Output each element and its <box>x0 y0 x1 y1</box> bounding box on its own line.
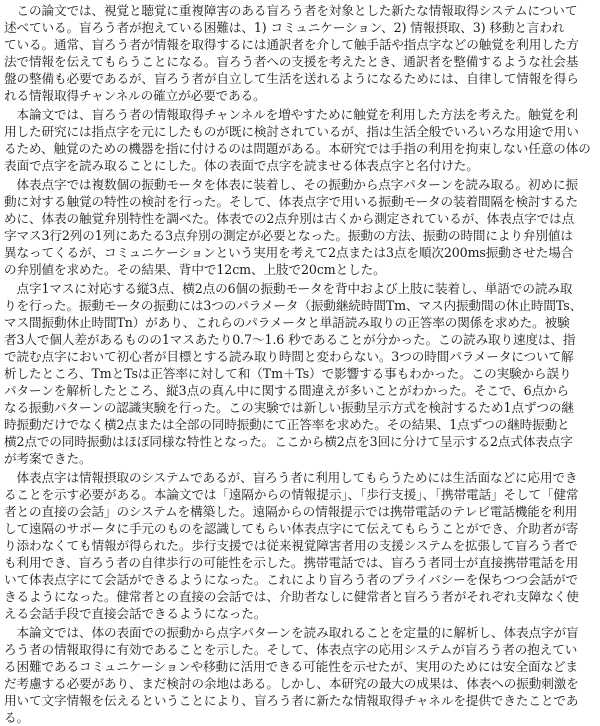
text-line: いて体表点字にて会話ができるようになった。これにより盲ろう者のプライバシーを保ちつつ会話がで <box>4 572 578 587</box>
text-line: 法で情報を伝えてもらうことになる。盲ろう者への支援を考えたとき、通訳者を整備するような社会基 <box>4 54 579 69</box>
paragraph-intro <box>4 2 598 104</box>
text-line: が考案できた。 <box>4 451 92 466</box>
text-line: 盤の整備も必要であるが、盲ろう者が自立して生活を送れるようになるためには、自律して情報を得ら <box>4 71 579 86</box>
text-line: れる情報取得チャンネルの確立が必要である。 <box>4 88 266 103</box>
text-line: パターンを解析したところ、縦3点の真ん中に関する間違えが多いことがわかった。そこで、6点から <box>4 383 570 398</box>
text-line: 異なってくるが、コミュニケーションという実用を考えて2点または3点を順次200ms振動させた場合 <box>4 245 574 260</box>
text-line: 本論文では、体の表面での振動から点字パターンを読み取れることを定量的に解析し、体表点字が盲 <box>4 625 579 640</box>
text-line: りを行った。振動モータの振動には3つのパラメータ（振動継続時間Tm、マス内振動間の休止時間Ts、 <box>4 298 583 313</box>
text-line: なる振動パターンの認識実験を行った。この実験では新しい振動呈示方式を検討するため1点ずつの継 <box>4 400 574 415</box>
text-line: るため、触覚のための機器を指に付けるのは問題がある。本研究では手指の利用を拘束しない任意の体の <box>4 141 591 156</box>
text-line: で読む点字において初心者が目標とする読み取り時間と変わらない。3つの時間パラメータについて解 <box>4 349 574 364</box>
text-line: 動に対する触覚の特性の検討を行った。そして、体表点字で用いる振動モータの装着間隔を検討するた <box>4 194 578 209</box>
text-line: 述べている。盲ろう者が抱えている困難は、1) コミュニケーション、2) 情報摂取、3) 移動と言われ <box>4 20 565 35</box>
paragraph-tactile-approach <box>4 106 598 174</box>
text-line: この論文では、視覚と聴覚に重複障害のある盲ろう者を対象とした新たな情報取得システムについて <box>4 3 578 18</box>
text-line: 時振動だけでなく横2点または全部の同時振動にて正答率を求めた。その結果、1点ずつの継時振動と <box>4 417 570 432</box>
text-line: ろう者の情報取得に有効であることを示した。そして、体表点字の応用システムが盲ろう者の抱えてい <box>4 642 578 657</box>
paragraph-reading-experiment <box>4 280 598 467</box>
text-line: る。 <box>4 710 29 725</box>
text-line: 字マス3行2列の1列にあたる3点弁別の測定が必要となった。振動の方法、振動の時間により弁別値は <box>4 228 573 243</box>
text-line: 本論文では、盲ろう者の情報取得チャンネルを増やすために触覚を利用した方法を考えた。触覚を利 <box>4 107 578 122</box>
text-line: きるようになった。健常者との直接の会話では、介助者なしに健常者と盲ろう者がそれぞれ支障なく使 <box>4 589 579 604</box>
text-line: の弁別値を求めた。その結果、背中で12cm、上肢で20cmとした。 <box>4 262 386 277</box>
text-line: り添わなくても情報が得られた。歩行支援では従来視覚障害者用の支援システムを拡張して盲ろう者で <box>4 538 578 553</box>
text-line: 体表点字は情報摂取のシステムであるが、盲ろう者に利用してもらうためには生活面などに応用でき <box>4 470 578 485</box>
text-line: 析したところ、TmとTsは正答率に対して和（Tm＋Ts）で影響する事もわかった。この実験から誤り <box>4 366 572 381</box>
text-line: だ考慮する必要があり、まだ検討の余地はある。しかし、本研究の最大の成果は、体表への振動刺激を <box>4 676 579 691</box>
document-page <box>4 2 598 725</box>
text-line: 者との直接の会話」のシステムを構築した。遠隔からの情報提示では携帯電話のテレビ電話機能を利用 <box>4 504 578 519</box>
text-line: マス間振動休止時間Tn）があり、これらのパラメータと単語読み取りの正答率の関係を求めた。被験 <box>4 315 570 330</box>
text-line: めに、体表の触覚弁別特性を調べた。体表での2点弁別は古くから測定されているが、体表点字では点 <box>4 211 575 226</box>
text-line: 者3人で個人差があるものの1マスあたり0.7〜1.6 秒であることが分かった。この読み取り速度は、指 <box>4 332 576 347</box>
paragraph-discrimination <box>4 176 598 278</box>
text-line: も利用でき、盲ろう者の自律歩行の可能性を示した。携帯電話では、盲ろう者同士が直接携帯電話を用 <box>4 555 579 570</box>
paragraph-applications <box>4 469 598 622</box>
text-line: 点字1マスに対応する縦3点、横2点の6個の振動モータを背中および上肢に装着し、単語での読み取 <box>4 281 573 296</box>
text-line: 体表点字では複数個の振動モータを体表に装着し、その振動から点字パターンを読み取る。初めに振 <box>4 177 578 192</box>
paragraph-conclusion <box>4 624 598 726</box>
text-line: 横2点での同時振動はほぼ同様な特性となった。ここから横2点を3回に分けて呈示する2点式体表点字 <box>4 434 573 449</box>
text-line: える会話手段で直接会話できるようになった。 <box>4 606 267 621</box>
text-line: して遠隔のサポータに手元のものを認識してもらい体表点字にて伝えてもらうことができ、介助者が寄 <box>4 521 579 536</box>
text-line: 用いて文字情報を伝えるということにより、盲ろう者に新たな情報取得チャネルを提供できたことであ <box>4 693 579 708</box>
text-line: ている。通常、盲ろう者が情報を取得するには通訳者を介して触手話や指点字などの触覚を利用した方 <box>4 37 579 52</box>
text-line: ることを示す必要がある。本論文では「遠隔からの情報提示」、「歩行支援」、「携帯電話」そして「健常 <box>4 487 579 502</box>
text-line: る困難であるコミュニケーションや移動に活用できる可能性を示せたが、実用のためには安全面などま <box>4 659 578 674</box>
text-line: 用した研究には指点字を元にしたものが既に検討されているが、指は生活全般でいろいろな用途で用い <box>4 124 579 139</box>
text-line: 表面で点字を読み取ることにした。体の表面で点字を読ませる体表点字と名付けた。 <box>4 158 479 173</box>
